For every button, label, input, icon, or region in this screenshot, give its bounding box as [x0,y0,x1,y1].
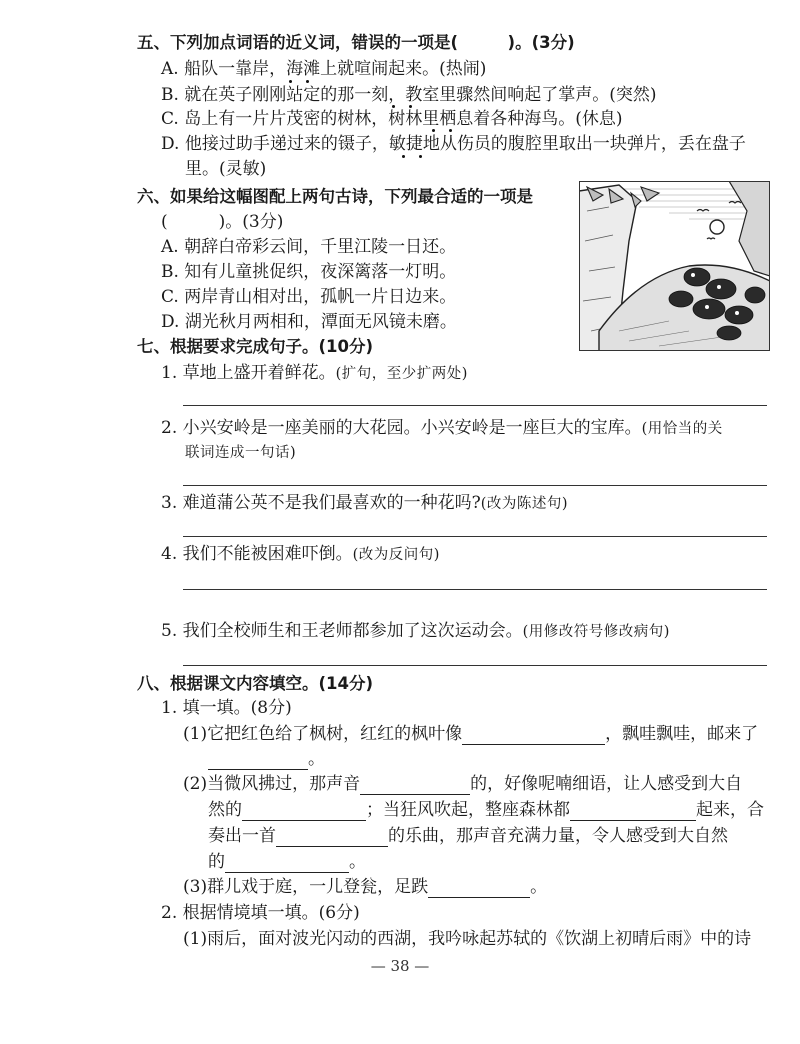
q8-part-2-text-e: 起来，合 [696,800,764,820]
q8-part-4: (1)雨后，面对波光闪动的西湖，我吟咏起苏轼的《饮湖上初晴后雨》中的诗 [183,929,752,949]
q6-option-b: B. 知有儿童挑促织，夜深篱落一灯明。 [161,262,457,282]
q6-title-cont: ( )。(3分) [161,212,284,232]
q7-item-2 [161,417,723,440]
q5-option-d: D. 他接过助手递过来的镊子，敏捷地从伤员的腹腔里取出一块弹片，丢在盘子 [161,134,746,154]
q8-part-1-text-a: (1)它把红色给了枫树，红红的枫叶像 [183,724,463,744]
q8-part-2-text-h: 的 [208,852,225,872]
q7-item-5-text: 5. 我们全校师生和王老师都参加了这次运动会。 [161,621,523,641]
q6-option-a: A. 朝辞白帝彩云间，千里江陵一日还。 [161,237,457,257]
answer-line[interactable] [183,665,767,666]
q7-item-1-note: (扩句，至少扩两处) [335,366,468,382]
q8-part-3-text-a: (3)群儿戏于庭，一儿登瓮，足跌 [183,877,429,897]
q7-item-4-text: 4. 我们不能被困难吓倒。 [161,544,353,564]
answer-line[interactable] [183,485,767,486]
fill-blank[interactable] [462,726,605,745]
q8-part-3 [183,876,547,898]
q8-part-2-text-f: 奏出一首 [208,826,276,846]
fill-blank[interactable] [360,776,470,795]
q8-part-2-text-g: 的乐曲，那声音充满力量，令人感受到大自然 [388,826,728,846]
q7-item-2-note: (用恰当的关 [641,421,723,437]
q7-item-2-text: 2. 小兴安岭是一座美丽的大花园。小兴安岭是一座巨大的宝库。 [161,418,642,438]
q7-title: 七、根据要求完成句子。(10分) [137,337,374,356]
q7-item-5 [161,620,670,643]
q8-part-1-cont [208,748,325,770]
q7-item-3 [161,492,568,515]
answer-line[interactable] [183,536,767,537]
fill-blank[interactable] [225,854,349,873]
q7-item-5-note: (用修改符号修改病句) [522,624,670,640]
q8-part-2 [183,773,742,795]
emphasis-dot [419,155,422,158]
q8-part-2-text-i: 。 [349,852,366,872]
emphasis-dot [392,105,395,108]
q8-title: 八、根据课文内容填空。(14分) [137,674,374,693]
q7-item-1 [161,362,468,385]
q8-part-1-text-c: 。 [308,749,325,769]
emphasis-dot [449,129,452,132]
answer-line[interactable] [183,405,767,406]
fill-blank[interactable] [208,751,308,770]
emphasis-dot [306,80,309,83]
q5-option-d-cont: 里。(灵敏) [185,159,267,179]
emphasis-dot [402,155,405,158]
q8-part-2-line4 [208,851,366,873]
fill-blank[interactable] [242,802,366,821]
emphasis-dot [289,80,292,83]
emphasis-dot [432,129,435,132]
q8-part-1 [183,723,758,745]
q8-part-2-text-c: 然的 [208,800,242,820]
q7-item-3-note: (改为陈述句) [480,496,569,512]
q8-part-1-text-b: ，飘哇飘哇，邮来了 [605,724,759,744]
fill-blank[interactable] [428,879,530,898]
fill-blank[interactable] [570,802,696,821]
q6-option-d: D. 湖光秋月两相和，潭面无风镜未磨。 [161,312,457,332]
page-number: — 38 — [370,957,430,975]
q7-item-4-note: (改为反问句) [352,547,440,563]
q8-part-2-text-b: 的，好像呢喃细语，让人感受到大自 [470,774,743,794]
q6-option-c: C. 两岸青山相对出，孤帆一片日边来。 [161,287,457,307]
q6-title: 六、如果给这幅图配上两句古诗，下列最合适的一项是 [137,187,533,206]
q5-option-b: B. 就在英子刚刚站定的那一刻，教室里骤然间响起了掌声。(突然) [161,85,657,105]
q8-part-2-text-a: (2)当微风拂过，那声音 [183,774,361,794]
q7-item-1-text: 1. 草地上盛开着鲜花。 [161,363,336,383]
q7-item-2-note-cont: 联词连成一句话) [185,445,297,461]
q7-item-4 [161,543,440,566]
landscape-illustration [579,181,770,351]
emphasis-dot [409,105,412,108]
q8-part-2-line2 [208,799,764,821]
q5-title: 五、下列加点词语的近义词，错误的一项是( )。(3分) [137,33,575,52]
q5-option-c: C. 岛上有一片片茂密的树林，树林里栖息着各种海鸟。(休息) [161,109,623,129]
q7-item-3-text: 3. 难道蒲公英不是我们最喜欢的一种花吗? [161,493,481,513]
q8-part-3-text-b: 。 [530,877,548,897]
q8-sub-1: 1. 填一填。(8分) [161,698,292,718]
q8-sub-2: 2. 根据情境填一填。(6分) [161,903,360,923]
fill-blank[interactable] [276,828,388,847]
q5-option-a: A. 船队一靠岸，海滩上就喧闹起来。(热闹) [161,59,487,79]
q8-part-2-line3 [208,825,728,847]
q8-part-2-text-d: ；当狂风吹起，整座森林都 [366,800,570,820]
answer-line[interactable] [183,589,767,590]
